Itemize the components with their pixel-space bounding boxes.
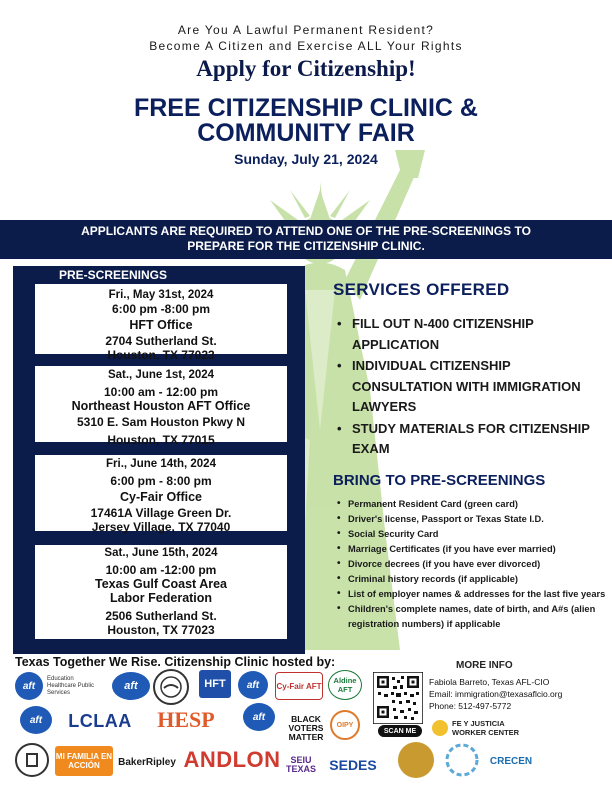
sun-logo xyxy=(398,742,434,778)
fe-y-justicia-text: FE Y JUSTICIA WORKER CENTER xyxy=(452,719,520,737)
aft-logo-2: aft xyxy=(112,672,150,700)
hesp-logo: HESP xyxy=(157,707,215,732)
aft-education-subtitle: Education Healthcare Public Services xyxy=(47,675,95,696)
afl-cio-seal xyxy=(153,669,189,705)
fe-y-justicia-logo xyxy=(432,716,524,740)
event-time: 6:00 pm -8:00 pm xyxy=(111,302,211,316)
bring-item: • Permanent Resident Card (green card) xyxy=(336,497,606,512)
event-date: Sat., June 1st, 2024 xyxy=(107,369,215,381)
requirement-banner xyxy=(0,220,612,259)
aft-badge: aft xyxy=(15,672,43,700)
bring-list xyxy=(336,497,606,632)
aft-lone-star-college-logo: aft xyxy=(243,703,275,731)
event-address-2: Houston, TX 77023 xyxy=(107,623,215,637)
bring-item: • Social Security Card xyxy=(336,527,606,542)
event-date: Sunday, July 21, 2024 xyxy=(234,151,378,167)
event-time: 10:00 am - 12:00 pm xyxy=(103,385,219,399)
aft-northeast-houston-logo: aft xyxy=(238,671,268,699)
bring-item: • Marriage Certificates (if you have ever married) xyxy=(336,542,606,557)
bakerripley-logo: BakerRipley xyxy=(118,756,176,768)
event-venue-2: Labor Federation xyxy=(109,591,213,605)
fe-y-justicia-icon xyxy=(432,720,448,736)
intro-text xyxy=(0,22,612,54)
event-address-2: Houston, TX 77015 xyxy=(107,433,215,447)
aldine-aft-logo: Aldine AFT xyxy=(328,670,362,700)
hosted-by-text: Texas Together We Rise. Citizenship Clinic hosted by: xyxy=(15,655,336,669)
services-list xyxy=(333,314,608,460)
main-title-line-1: FREE CITIZENSHIP CLINIC & xyxy=(133,94,478,122)
bring-title: BRING TO PRE-SCREENINGS xyxy=(333,472,546,489)
seiu-texas-logo: SEIU TEXAS xyxy=(286,755,317,774)
service-item: • STUDY MATERIALS FOR CITIZENSHIP EXAM xyxy=(333,419,608,460)
oipy-logo: OIPY xyxy=(330,710,360,740)
services-section xyxy=(333,280,608,461)
bring-item: • List of employer names & addresses for the last five years xyxy=(336,587,606,602)
bring-item: • Driver's license, Passport or Texas State I.D. xyxy=(336,512,606,527)
event-address-2: Jersey Village, TX 77040 xyxy=(91,520,231,534)
event-address-1: 2704 Sutherland St. xyxy=(105,334,217,348)
intro-line-2: Become A Citizen and Exercise ALL Your Rights xyxy=(149,39,463,53)
seal-logo xyxy=(15,743,49,777)
contact-name: Fabiola Barreto, Texas AFL-CIO xyxy=(429,677,550,687)
event-address-1: 2506 Sutherland St. xyxy=(105,609,217,623)
main-title xyxy=(0,96,612,146)
qr-code[interactable] xyxy=(373,672,423,724)
event-address-1: 5310 E. Sam Houston Pkwy N xyxy=(76,415,246,429)
prescreening-event-1 xyxy=(35,284,287,362)
event-venue: Cy-Fair Office xyxy=(120,490,202,504)
hft-logo: HFT xyxy=(199,670,231,698)
event-date: Fri., May 31st, 2024 xyxy=(108,289,214,301)
cyfair-aft-logo: Cy-Fair AFT xyxy=(275,672,323,700)
community-logo xyxy=(442,742,482,778)
handshake-icon xyxy=(159,675,183,699)
sedes-logo: SEDES xyxy=(329,757,377,773)
prescreenings-title: PRE-SCREENINGS xyxy=(58,268,168,282)
mi-familia-en-accion-logo: MI FAMILIA EN ACCIÓN xyxy=(55,746,113,776)
people-icon xyxy=(445,743,479,777)
scan-me-label[interactable]: SCAN ME xyxy=(378,725,422,737)
prescreening-event-4 xyxy=(35,545,287,639)
services-title: SERVICES OFFERED xyxy=(333,280,510,299)
event-address-2: Houston, TX 77023 xyxy=(107,348,215,362)
black-voters-matter-logo: BLACK VOTERS MATTER xyxy=(288,713,324,742)
seal-icon xyxy=(22,750,42,770)
lclaa-logo: LCLAA xyxy=(68,710,132,731)
service-item: • FILL OUT N-400 CITIZENSHIP APPLICATION xyxy=(333,314,608,355)
service-item: • INDIVIDUAL CITIZENSHIP CONSULTATION WITH IMMIGRATION LAWYERS xyxy=(333,356,608,418)
bring-item: • Divorce decrees (if you have ever divorced) xyxy=(336,557,606,572)
banner-line-2: PREPARE FOR THE CITIZENSHIP CLINIC. xyxy=(187,239,425,253)
event-venue: HFT Office xyxy=(129,318,193,332)
contact-phone: Phone: 512-497-5772 xyxy=(429,701,512,711)
intro-line-1: Are You A Lawful Permanent Resident? xyxy=(177,23,435,37)
andlon-logo: ANDLON xyxy=(183,747,281,772)
main-title-line-2: COMMUNITY FAIR xyxy=(197,119,415,147)
event-venue: Northeast Houston AFT Office xyxy=(71,399,251,413)
aft-education-logo xyxy=(15,671,100,701)
event-date: Sat., June 15th, 2024 xyxy=(104,547,218,559)
prescreenings-box xyxy=(13,266,305,654)
crecen-logo: CRECEN xyxy=(489,755,533,767)
event-venue: Texas Gulf Coast Area xyxy=(95,577,227,591)
apply-heading: Apply for Citizenship! xyxy=(196,56,416,81)
more-info-title: MORE INFO xyxy=(456,660,513,671)
contact-email[interactable]: Email: immigration@texasaflcio.org xyxy=(429,689,563,699)
event-time: 10:00 am -12:00 pm xyxy=(105,563,217,577)
bring-item: • Criminal history records (if applicable) xyxy=(336,572,606,587)
prescreening-event-2 xyxy=(35,366,287,447)
event-address-1: 17461A Village Green Dr. xyxy=(90,506,232,520)
event-time: 6:00 pm - 8:00 pm xyxy=(110,474,212,488)
aft-logo-3: aft xyxy=(20,706,52,734)
bring-item: • Children's complete names, date of birth, and A#s (alien registration numbers) if applicable xyxy=(336,602,606,632)
prescreening-event-3 xyxy=(35,455,287,534)
banner-line-1: APPLICANTS ARE REQUIRED TO ATTEND ONE OF THE PRE-SCREENINGS TO xyxy=(81,224,531,238)
contact-info xyxy=(429,676,562,712)
event-date: Fri., June 14th, 2024 xyxy=(106,458,216,470)
